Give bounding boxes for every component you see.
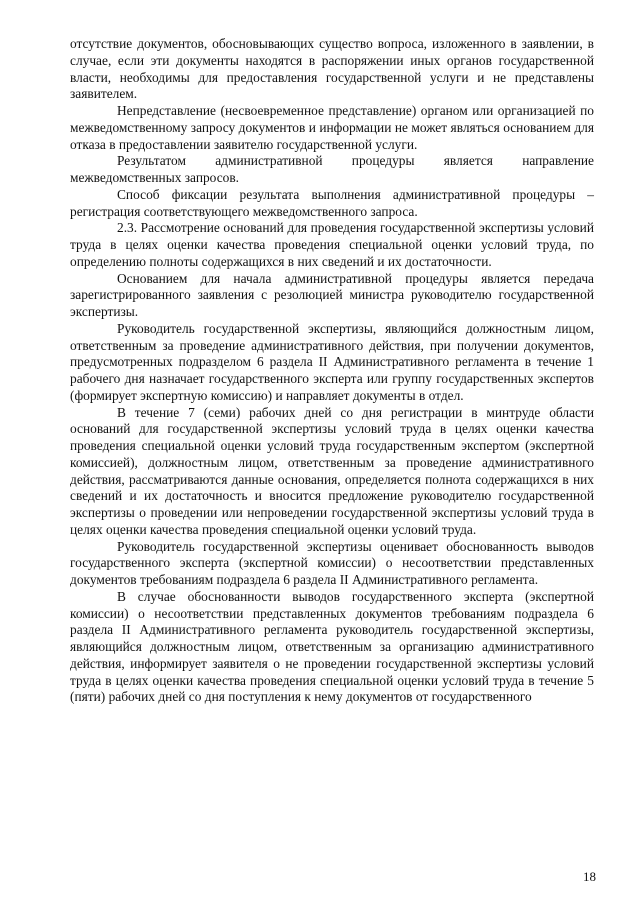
paragraph: Руководитель государственной экспертизы оценивает обоснованность выводов государственного эксперта (экспертной комиссии) о несоответствии представленных документов требованиям подраздела 6 раздела II Административного регламента. — [70, 538, 594, 587]
paragraph: Основанием для начала административной процедуры является передача зарегистрированного заявления с резолюцией министра руководителю государственной экспертизы. — [70, 270, 594, 319]
paragraph: Непредставление (несвоевременное представление) органом или организацией по межведомственному запросу документов и информации не может являться основанием для отказа в предоставлении заявителю государственной услуги. — [70, 103, 594, 152]
paragraph: Результатом административной процедуры является направление межведомственных запросов. — [70, 153, 594, 185]
paragraph: В случае обоснованности выводов государственного эксперта (экспертной комиссии) о несоответствии представленных документов требованиям подраздела 6 раздела II Административного регламента руководитель государственной экспертизы, являющийся должностным лицом, ответственным за организацию административного действия, информирует заявителя о не проведении государственной экспертизы условий труда в целях оценки качества проведения специальной оценки условий труда в течение 5 (пяти) рабочих дней со дня поступления к нему документов от государственного — [70, 588, 594, 705]
page-number: 18 — [583, 869, 596, 884]
paragraph: Руководитель государственной экспертизы, являющийся должностным лицом, ответственным за проведение административного действия, при получении документов, предусмотренных подразделом 6 раздела II Административного регламента в течение 1 рабочего дня назначает государственного эксперта или группу государственных экспертов (формирует экспертную комиссию) и направляет документы в отдел. — [70, 320, 594, 403]
paragraph: Способ фиксации результата выполнения административной процедуры – регистрация соответствующего межведомственного запроса. — [70, 186, 594, 219]
paragraph: В течение 7 (семи) рабочих дней со дня регистрации в минтруде области оснований для государственной экспертизы условий труда в целях оценки качества проведения специальной оценки условий труда государственным экспертом (экспертной комиссией), должностным лицом, ответственным за проведение административного действия, рассматриваются данные основания, определяется полнота содержащихся в них сведений и их достаточность и вносится предложение руководителю государственной экспертизы о проведении или непроведении государственной экспертизы условий труда в целях оценки качества проведения специальной оценки условий труда. — [70, 404, 594, 537]
document-body — [70, 36, 594, 706]
paragraph-continuation: отсутствие документов, обосновывающих существо вопроса, изложенного в заявлении, в случае, если эти документы находятся в распоряжении иных органов государственной власти, необходимы для предоставления государственной услуги и не представлены заявителем. — [70, 36, 594, 102]
section-heading-paragraph: 2.3. Рассмотрение оснований для проведения государственной экспертизы условий труда в целях оценки качества проведения специальной оценки условий труда, по определению полноты содержащихся в них сведений и их достаточности. — [70, 220, 594, 269]
